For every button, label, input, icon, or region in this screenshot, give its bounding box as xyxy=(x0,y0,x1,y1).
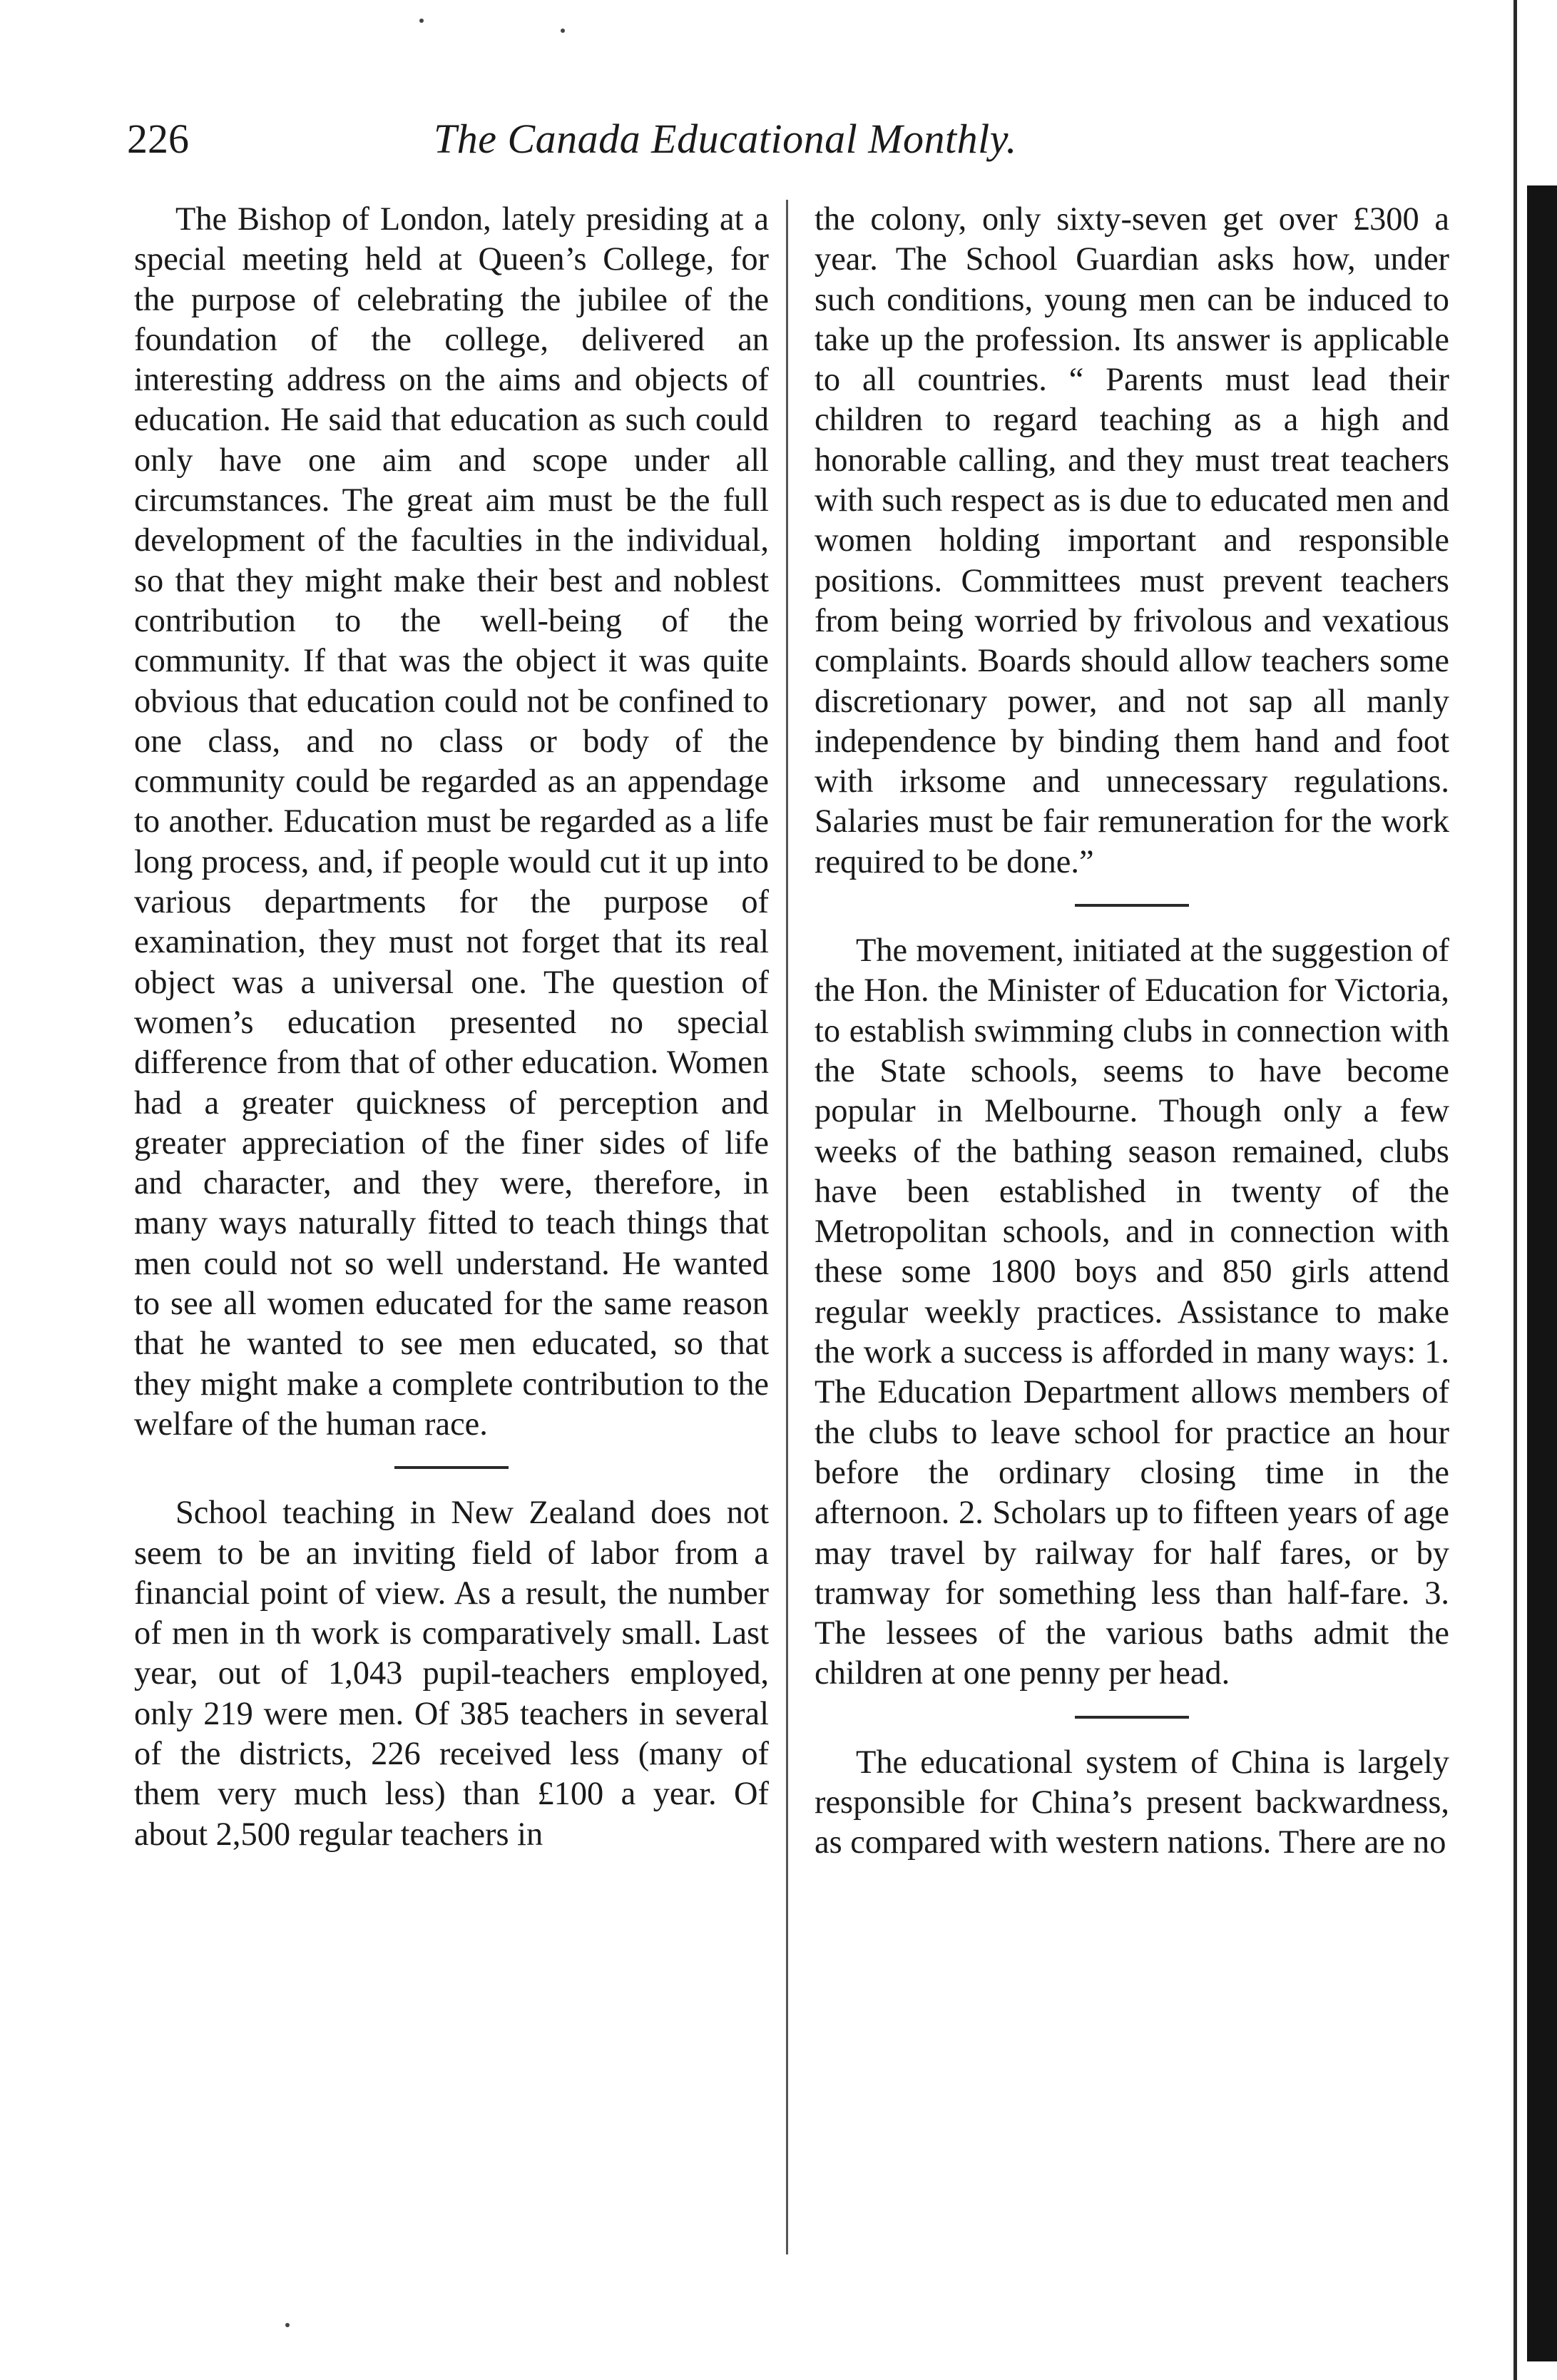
paragraph-bishop-of-london: The Bishop of London, lately presiding at a special meeting held at Queen’s College, for the purpose of celebrating the jubilee of the foundation of the college, delivered an interesting address on the aims and objects of education. He said that education as such could only have one aim and scope under all circumstances. The great aim must be the full development of the faculties in the individual, so that they might make their best and noblest contribution to the well-being of the community. If that was the object it was quite obvious that education could not be confined to one class, and no class or body of the community could be regarded as an appendage to another. Education must be regarded as a life long process, and, if people would cut it up into various departments for the purpose of examination, they must not forget that its real object was a universal one. The question of women’s education presented no special difference from that of other education. Women had a greater quickness of perception and greater appreciation of the finer sides of life and character, and they were, therefore, in many ways naturally fitted to teach things that men could not so well understand. He wanted to see all women educated for the same reason that he wanted to see men educated, so that they might make a complete contribution to the welfare of the human race. xyxy=(134,201,769,1443)
page-header xyxy=(127,107,1154,171)
scan-speck xyxy=(561,29,565,33)
left-column xyxy=(134,200,769,1855)
section-separator xyxy=(394,1466,509,1469)
paragraph-swimming-clubs: The movement, initiated at the suggestion of the Hon. the Minister of Education for Victoria, to establish swimming clubs in connection with the State schools, seems to have become popular in Melbourne. Though only a few weeks of the bathing season remained, clubs have been established in twenty of the Metropolitan schools, and in connection with these some 1800 boys and 850 girls attend regular weekly practices. Assistance to make the work a success is afforded in many ways: 1. The Education Department allows members of the clubs to leave school for practice an hour before the ordinary closing time in the afternoon. 2. Scholars up to fifteen years of age may travel by railway for half fares, or by tramway for something less than half-fare. 3. The lessees of the various baths admit the children at one penny per head. xyxy=(815,932,1449,1692)
running-title: The Canada Educational Monthly. xyxy=(434,116,1017,162)
section-separator xyxy=(1075,1716,1189,1719)
paragraph-china-education: The educational system of China is largely responsible for China’s present backwardness, as compared with western nations. There are no xyxy=(815,1744,1449,1861)
right-column xyxy=(815,200,1449,1863)
paragraph-new-zealand-teaching: School teaching in New Zealand does not seem to be an inviting field of labor from a financial point of view. As a result, the number of men in th work is comparatively small. Last year, out of 1,043 pupil-teachers employed, only 219 were men. Of 385 teachers in several of the districts, 226 received less (many of them very much less) than £100 a year. Of about 2,500 regular teachers in xyxy=(134,1495,769,1853)
scan-speck xyxy=(285,2323,290,2327)
section-separator xyxy=(1075,904,1189,907)
scan-speck xyxy=(419,19,424,23)
column-divider xyxy=(786,200,788,2254)
paragraph-colony-continued: the colony, only sixty-seven get over £300 a year. The School Guardian asks how, under such conditions, young men can be induced to take up the profession. Its answer is applicable to all countries. “ Parents must lead their children to regard teaching as a high and honorable calling, and they must treat teachers with such respect as is due to educated men and women holding important and responsible positions. Committees must prevent teachers from being worried by frivolous and vexatious complaints. Boards should allow teachers some discretionary power, and not sap all manly independence by binding them hand and foot with irksome and unnecessary regulations. Salaries must be fair remuneration for the work required to be done.” xyxy=(815,201,1449,880)
scan-border-line xyxy=(1513,0,1517,2380)
scan-border-shadow xyxy=(1527,185,1557,2361)
page-number: 226 xyxy=(127,116,189,162)
